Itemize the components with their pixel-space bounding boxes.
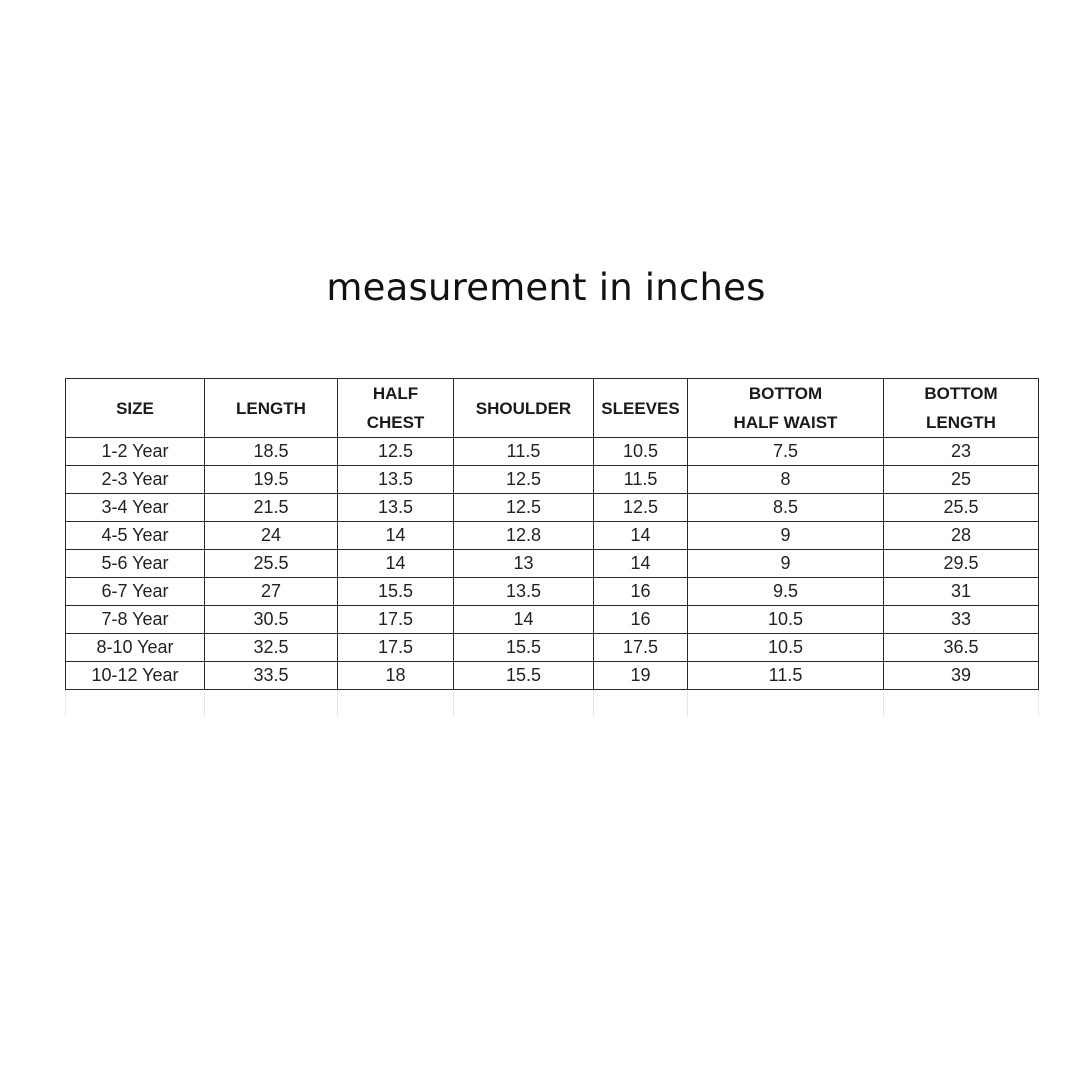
- cell-size: 2-3 Year: [66, 466, 205, 494]
- table-row: [66, 662, 1039, 690]
- cell-shoulder: 11.5: [454, 438, 594, 466]
- cell-length: 25.5: [205, 550, 338, 578]
- ghost-cell: [66, 690, 205, 718]
- cell-size: 3-4 Year: [66, 494, 205, 522]
- ghost-cell: [205, 690, 338, 718]
- cell-bottom-half-waist: 8.5: [688, 494, 884, 522]
- gridline-ghost-row: [66, 690, 1039, 718]
- cell-half-chest: 18: [338, 662, 454, 690]
- cell-sleeves: 11.5: [594, 466, 688, 494]
- header-label: BOTTOM: [748, 384, 823, 403]
- cell-bottom-length: 39: [884, 662, 1039, 690]
- cell-size: 1-2 Year: [66, 438, 205, 466]
- cell-size: 7-8 Year: [66, 606, 205, 634]
- cell-bottom-half-waist: 11.5: [688, 662, 884, 690]
- cell-bottom-length: 29.5: [884, 550, 1039, 578]
- cell-shoulder: 12.5: [454, 466, 594, 494]
- cell-sleeves: 14: [594, 550, 688, 578]
- header-label: HALF: [372, 384, 419, 403]
- cell-sleeves: 16: [594, 606, 688, 634]
- cell-shoulder: 12.8: [454, 522, 594, 550]
- cell-half-chest: 13.5: [338, 494, 454, 522]
- cell-length: 21.5: [205, 494, 338, 522]
- header-label: LENGTH: [236, 398, 306, 418]
- cell-shoulder: 12.5: [454, 494, 594, 522]
- cell-length: 18.5: [205, 438, 338, 466]
- column-header-bottom-length: [884, 379, 1039, 438]
- cell-half-chest: 15.5: [338, 578, 454, 606]
- cell-shoulder: 13.5: [454, 578, 594, 606]
- cell-bottom-half-waist: 8: [688, 466, 884, 494]
- column-header-sleeves: [594, 379, 688, 438]
- ghost-cell: [338, 690, 454, 718]
- cell-bottom-half-waist: 9: [688, 522, 884, 550]
- cell-length: 30.5: [205, 606, 338, 634]
- cell-bottom-half-waist: 9: [688, 550, 884, 578]
- size-table: [65, 378, 1039, 717]
- cell-length: 33.5: [205, 662, 338, 690]
- cell-sleeves: 14: [594, 522, 688, 550]
- cell-sleeves: 12.5: [594, 494, 688, 522]
- cell-length: 24: [205, 522, 338, 550]
- cell-half-chest: 14: [338, 522, 454, 550]
- header-row: [66, 379, 1039, 438]
- column-header-size: [66, 379, 205, 438]
- size-chart: [65, 378, 1039, 717]
- table-row: [66, 578, 1039, 606]
- ghost-cell: [688, 690, 884, 718]
- ghost-cell: [884, 690, 1039, 718]
- cell-length: 19.5: [205, 466, 338, 494]
- column-header-length: [205, 379, 338, 438]
- column-header-half-chest: [338, 379, 454, 438]
- table-row: [66, 494, 1039, 522]
- cell-length: 27: [205, 578, 338, 606]
- header-label: LENGTH: [926, 413, 996, 432]
- cell-size: 5-6 Year: [66, 550, 205, 578]
- cell-bottom-length: 36.5: [884, 634, 1039, 662]
- header-label: SHOULDER: [475, 398, 572, 418]
- cell-bottom-length: 25: [884, 466, 1039, 494]
- ghost-cell: [454, 690, 594, 718]
- cell-sleeves: 16: [594, 578, 688, 606]
- cell-bottom-half-waist: 10.5: [688, 606, 884, 634]
- cell-half-chest: 17.5: [338, 634, 454, 662]
- cell-shoulder: 15.5: [454, 634, 594, 662]
- cell-bottom-half-waist: 10.5: [688, 634, 884, 662]
- header-label: SIZE: [116, 398, 154, 418]
- header-label: CHEST: [366, 413, 425, 432]
- cell-size: 10-12 Year: [66, 662, 205, 690]
- ghost-cell: [594, 690, 688, 718]
- cell-size: 4-5 Year: [66, 522, 205, 550]
- column-header-bottom-half-waist: [688, 379, 884, 438]
- cell-half-chest: 14: [338, 550, 454, 578]
- header-label: BOTTOM: [924, 384, 998, 403]
- cell-size: 8-10 Year: [66, 634, 205, 662]
- header-label: HALF WAIST: [733, 413, 838, 432]
- cell-bottom-length: 33: [884, 606, 1039, 634]
- cell-shoulder: 14: [454, 606, 594, 634]
- cell-bottom-half-waist: 7.5: [688, 438, 884, 466]
- column-header-shoulder: [454, 379, 594, 438]
- cell-sleeves: 10.5: [594, 438, 688, 466]
- cell-bottom-length: 25.5: [884, 494, 1039, 522]
- table-row: [66, 634, 1039, 662]
- cell-shoulder: 13: [454, 550, 594, 578]
- cell-bottom-length: 28: [884, 522, 1039, 550]
- cell-length: 32.5: [205, 634, 338, 662]
- header-label: SLEEVES: [601, 398, 680, 418]
- table-row: [66, 466, 1039, 494]
- table-row: [66, 522, 1039, 550]
- cell-sleeves: 19: [594, 662, 688, 690]
- table-row: [66, 550, 1039, 578]
- table-row: [66, 606, 1039, 634]
- cell-sleeves: 17.5: [594, 634, 688, 662]
- page-title: measurement in inches: [326, 266, 766, 309]
- cell-size: 6-7 Year: [66, 578, 205, 606]
- cell-bottom-length: 23: [884, 438, 1039, 466]
- cell-bottom-half-waist: 9.5: [688, 578, 884, 606]
- cell-bottom-length: 31: [884, 578, 1039, 606]
- table-row: [66, 438, 1039, 466]
- cell-half-chest: 12.5: [338, 438, 454, 466]
- cell-half-chest: 13.5: [338, 466, 454, 494]
- cell-half-chest: 17.5: [338, 606, 454, 634]
- cell-shoulder: 15.5: [454, 662, 594, 690]
